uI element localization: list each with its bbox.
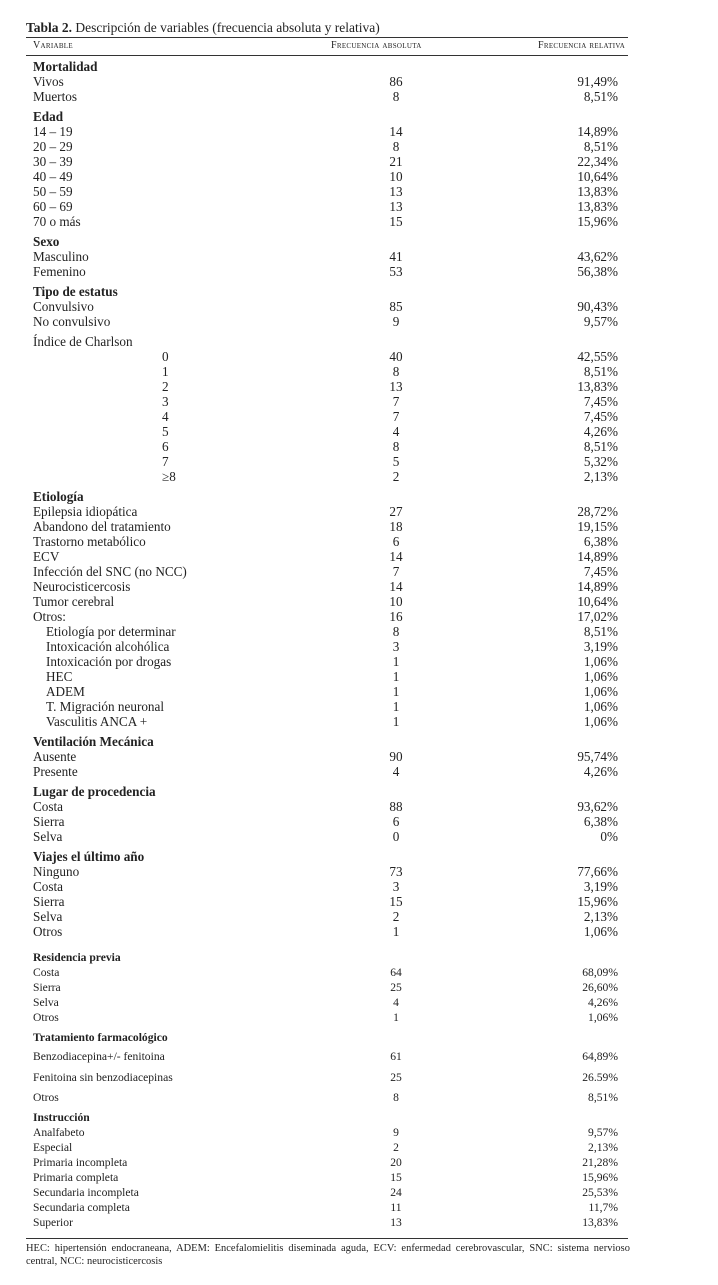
row-label: No convulsivo <box>33 314 111 329</box>
row-frecuencia-relativa: 15,96% <box>582 1171 618 1184</box>
row-frecuencia-relativa: 8,51% <box>583 364 618 379</box>
row-frecuencia-absoluta: 7 <box>392 394 400 409</box>
row-frecuencia-relativa: 13,83% <box>577 184 618 199</box>
row-label: Primaria incompleta <box>33 1156 128 1169</box>
table-caption-label: Tabla 2. <box>26 20 73 35</box>
row-frecuencia-relativa: 5,32% <box>583 454 618 469</box>
table-caption-text: Descripción de variables (frecuencia absoluta y relativa) <box>72 20 380 35</box>
row-frecuencia-absoluta: 9 <box>392 314 400 329</box>
section-title: Ventilación Mecánica <box>33 734 154 749</box>
row-frecuencia-relativa: 17,02% <box>577 609 618 624</box>
row-frecuencia-relativa: 4,26% <box>583 424 618 439</box>
row-label: 60 – 69 <box>33 199 73 214</box>
row-label: Infección del SNC (no NCC) <box>33 564 187 579</box>
row-frecuencia-relativa: 93,62% <box>577 799 618 814</box>
row-frecuencia-absoluta: 8 <box>392 89 400 104</box>
section-title: Mortalidad <box>33 59 98 74</box>
row-frecuencia-relativa: 6,38% <box>583 814 618 829</box>
row-label: Costa <box>33 879 64 894</box>
row-frecuencia-absoluta: 9 <box>393 1126 399 1139</box>
row-label: 0 <box>162 349 169 364</box>
row-label: Abandono del tratamiento <box>33 519 171 534</box>
row-frecuencia-absoluta: 13 <box>390 1216 402 1229</box>
row-frecuencia-absoluta: 7 <box>392 409 400 424</box>
row-frecuencia-absoluta: 5 <box>392 454 400 469</box>
row-frecuencia-relativa: 91,49% <box>577 74 618 89</box>
row-frecuencia-relativa: 8,51% <box>583 624 618 639</box>
row-frecuencia-absoluta: 25 <box>390 981 402 994</box>
row-frecuencia-absoluta: 1 <box>392 669 400 684</box>
row-frecuencia-absoluta: 1 <box>392 714 400 729</box>
row-label: T. Migración neuronal <box>46 699 165 714</box>
row-label: Otros <box>33 1091 59 1104</box>
row-label: 50 – 59 <box>33 184 73 199</box>
section-title: Tratamiento farmacológico <box>33 1031 168 1044</box>
row-frecuencia-relativa: 8,51% <box>583 139 618 154</box>
row-label: Selva <box>33 909 63 924</box>
row-frecuencia-absoluta: 85 <box>389 299 403 314</box>
row-label: Sierra <box>33 814 65 829</box>
row-frecuencia-relativa: 10,64% <box>577 594 618 609</box>
row-frecuencia-relativa: 15,96% <box>577 214 618 229</box>
row-frecuencia-absoluta: 6 <box>392 814 400 829</box>
row-frecuencia-relativa: 7,45% <box>583 409 618 424</box>
row-frecuencia-absoluta: 8 <box>393 1091 399 1104</box>
row-label: Vivos <box>33 74 64 89</box>
section-title: Sexo <box>33 234 60 249</box>
row-frecuencia-relativa: 6,38% <box>583 534 618 549</box>
row-label: 1 <box>162 364 169 379</box>
row-frecuencia-absoluta: 40 <box>389 349 403 364</box>
row-label: Tumor cerebral <box>33 594 115 609</box>
row-frecuencia-relativa: 1,06% <box>588 1011 618 1024</box>
row-label: 14 – 19 <box>33 124 73 139</box>
row-frecuencia-relativa: 4,26% <box>588 996 618 1009</box>
row-label: Secundaria completa <box>33 1201 130 1214</box>
row-label: Especial <box>33 1141 73 1154</box>
row-label: Selva <box>33 829 63 844</box>
row-frecuencia-absoluta: 8 <box>392 624 400 639</box>
row-label: Costa <box>33 966 60 979</box>
row-label: Intoxicación por drogas <box>46 654 172 669</box>
row-label: 3 <box>162 394 169 409</box>
row-label: Selva <box>33 996 59 1009</box>
row-label: ≥8 <box>162 469 176 484</box>
row-frecuencia-relativa: 1,06% <box>583 669 618 684</box>
row-frecuencia-absoluta: 41 <box>389 249 403 264</box>
row-frecuencia-relativa: 11,7% <box>588 1201 618 1214</box>
row-frecuencia-relativa: 9,57% <box>588 1126 618 1139</box>
row-frecuencia-relativa: 3,19% <box>583 639 618 654</box>
row-frecuencia-relativa: 1,06% <box>583 654 618 669</box>
row-label: Secundaria incompleta <box>33 1186 139 1199</box>
row-frecuencia-relativa: 14,89% <box>577 124 618 139</box>
row-frecuencia-relativa: 42,55% <box>577 349 618 364</box>
row-frecuencia-relativa: 1,06% <box>583 684 618 699</box>
row-frecuencia-absoluta: 1 <box>393 1011 399 1024</box>
row-frecuencia-relativa: 4,26% <box>583 764 618 779</box>
row-frecuencia-relativa: 8,51% <box>588 1091 618 1104</box>
table-footnote: HEC: hipertensión endocraneana, ADEM: Encefalomielitis diseminada aguda, ECV: enfermedad cerebrovascular, SNC: sistema nervioso central, NCC: neurocisticercosis <box>26 1243 630 1267</box>
row-frecuencia-relativa: 95,74% <box>577 749 618 764</box>
row-label: Otros <box>33 924 63 939</box>
row-label: Otros <box>33 1011 59 1024</box>
row-frecuencia-absoluta: 2 <box>392 909 400 924</box>
row-label: ECV <box>33 549 60 564</box>
row-label: Sierra <box>33 894 65 909</box>
row-frecuencia-absoluta: 4 <box>392 764 400 779</box>
row-frecuencia-absoluta: 25 <box>390 1070 402 1084</box>
row-label: 2 <box>162 379 169 394</box>
row-frecuencia-absoluta: 13 <box>389 199 403 214</box>
row-frecuencia-relativa: 0% <box>600 829 618 844</box>
row-frecuencia-relativa: 90,43% <box>577 299 618 314</box>
row-frecuencia-absoluta: 0 <box>392 829 400 844</box>
row-frecuencia-absoluta: 14 <box>389 124 403 139</box>
row-label: Presente <box>33 764 78 779</box>
row-frecuencia-absoluta: 11 <box>390 1201 402 1214</box>
row-frecuencia-relativa: 2,13% <box>588 1141 618 1154</box>
row-label: 70 o más <box>33 214 81 229</box>
row-label: 4 <box>162 409 169 424</box>
row-frecuencia-absoluta: 16 <box>389 609 403 624</box>
row-label: Femenino <box>33 264 86 279</box>
bottom-rule <box>26 1238 628 1239</box>
row-frecuencia-absoluta: 20 <box>390 1156 402 1169</box>
row-frecuencia-absoluta: 53 <box>389 264 403 279</box>
row-frecuencia-relativa: 13,83% <box>582 1216 618 1229</box>
row-frecuencia-relativa: 8,51% <box>583 439 618 454</box>
row-frecuencia-relativa: 1,06% <box>583 924 618 939</box>
row-label: 6 <box>162 439 169 454</box>
row-frecuencia-relativa: 13,83% <box>577 199 618 214</box>
row-frecuencia-relativa: 1,06% <box>583 699 618 714</box>
row-frecuencia-relativa: 28,72% <box>577 504 618 519</box>
section-title: Etiología <box>33 489 84 504</box>
row-frecuencia-absoluta: 21 <box>389 154 403 169</box>
row-frecuencia-absoluta: 8 <box>392 364 400 379</box>
row-label: Epilepsia idiopática <box>33 504 138 519</box>
row-frecuencia-absoluta: 15 <box>389 894 403 909</box>
row-label: Vasculitis ANCA + <box>46 714 148 729</box>
row-frecuencia-relativa: 68,09% <box>582 966 618 979</box>
row-frecuencia-absoluta: 64 <box>390 966 402 979</box>
row-label: Neurocisticercosis <box>33 579 131 594</box>
row-label: Ninguno <box>33 864 80 879</box>
row-frecuencia-absoluta: 2 <box>392 469 400 484</box>
row-frecuencia-absoluta: 61 <box>390 1050 402 1063</box>
header-frecuencia-relativa: Frecuencia relativa <box>538 40 626 51</box>
row-frecuencia-absoluta: 18 <box>389 519 403 534</box>
row-frecuencia-absoluta: 14 <box>389 579 403 594</box>
row-frecuencia-relativa: 14,89% <box>577 549 618 564</box>
row-label: Primaria completa <box>33 1171 119 1184</box>
row-label: 40 – 49 <box>33 169 73 184</box>
row-frecuencia-relativa: 9,57% <box>583 314 618 329</box>
row-frecuencia-relativa: 8,51% <box>583 89 618 104</box>
row-frecuencia-relativa: 7,45% <box>583 394 618 409</box>
section-title: Edad <box>33 109 64 124</box>
row-label: Muertos <box>33 89 77 104</box>
row-frecuencia-absoluta: 86 <box>389 74 403 89</box>
row-label: 5 <box>162 424 169 439</box>
row-label: Etiología por determinar <box>46 624 176 639</box>
row-frecuencia-absoluta: 4 <box>392 424 400 439</box>
section-title: Índice de Charlson <box>33 334 133 349</box>
row-frecuencia-relativa: 1,06% <box>583 714 618 729</box>
row-frecuencia-absoluta: 2 <box>393 1141 399 1154</box>
row-frecuencia-relativa: 2,13% <box>583 909 618 924</box>
row-frecuencia-absoluta: 1 <box>392 699 400 714</box>
row-frecuencia-absoluta: 8 <box>392 439 400 454</box>
row-frecuencia-relativa: 56,38% <box>577 264 618 279</box>
row-frecuencia-relativa: 64,89% <box>582 1050 618 1063</box>
row-frecuencia-absoluta: 14 <box>389 549 403 564</box>
row-frecuencia-relativa: 26.59% <box>582 1070 618 1084</box>
row-label: Otros: <box>33 609 66 624</box>
section-title: Residencia previa <box>33 951 121 964</box>
row-frecuencia-relativa: 7,45% <box>583 564 618 579</box>
row-label: Fenitoina sin benzodiacepinas <box>33 1070 173 1084</box>
row-frecuencia-relativa: 10,64% <box>577 169 618 184</box>
row-frecuencia-absoluta: 27 <box>389 504 403 519</box>
row-frecuencia-absoluta: 15 <box>389 214 403 229</box>
row-label: Ausente <box>33 749 77 764</box>
row-frecuencia-absoluta: 15 <box>390 1171 402 1184</box>
row-label: 30 – 39 <box>33 154 73 169</box>
row-label: Sierra <box>33 981 61 994</box>
section-title: Tipo de estatus <box>33 284 118 299</box>
row-frecuencia-absoluta: 24 <box>390 1186 402 1199</box>
row-frecuencia-relativa: 77,66% <box>577 864 618 879</box>
row-frecuencia-relativa: 3,19% <box>583 879 618 894</box>
row-label: 20 – 29 <box>33 139 73 154</box>
row-frecuencia-relativa: 26,60% <box>582 981 618 994</box>
row-frecuencia-relativa: 25,53% <box>582 1186 618 1199</box>
row-label: Trastorno metabólico <box>33 534 146 549</box>
row-frecuencia-absoluta: 1 <box>392 684 400 699</box>
section-title: Instrucción <box>33 1111 90 1124</box>
row-frecuencia-absoluta: 1 <box>392 654 400 669</box>
row-frecuencia-relativa: 2,13% <box>583 469 618 484</box>
header-frecuencia-absoluta: Frecuencia absoluta <box>331 40 422 51</box>
row-frecuencia-relativa: 22,34% <box>577 154 618 169</box>
row-label: Benzodiacepina+/- fenitoina <box>33 1050 165 1063</box>
row-frecuencia-absoluta: 3 <box>392 879 400 894</box>
row-frecuencia-absoluta: 88 <box>389 799 403 814</box>
row-label: Costa <box>33 799 64 814</box>
row-label: Convulsivo <box>33 299 94 314</box>
row-label: Masculino <box>33 249 89 264</box>
row-frecuencia-absoluta: 73 <box>389 864 403 879</box>
row-label: Superior <box>33 1216 73 1229</box>
row-label: ADEM <box>46 684 85 699</box>
row-frecuencia-relativa: 19,15% <box>577 519 618 534</box>
row-frecuencia-absoluta: 4 <box>393 996 399 1009</box>
row-frecuencia-absoluta: 7 <box>392 564 400 579</box>
row-frecuencia-absoluta: 6 <box>392 534 400 549</box>
row-label: Analfabeto <box>33 1126 85 1139</box>
row-frecuencia-relativa: 13,83% <box>577 379 618 394</box>
row-frecuencia-absoluta: 8 <box>392 139 400 154</box>
row-frecuencia-relativa: 15,96% <box>577 894 618 909</box>
row-frecuencia-absoluta: 13 <box>389 184 403 199</box>
row-frecuencia-absoluta: 10 <box>389 169 403 184</box>
row-frecuencia-absoluta: 1 <box>392 924 400 939</box>
section-title: Viajes el último año <box>33 849 145 864</box>
row-frecuencia-relativa: 14,89% <box>577 579 618 594</box>
row-frecuencia-relativa: 21,28% <box>582 1156 618 1169</box>
row-frecuencia-absoluta: 3 <box>392 639 400 654</box>
section-title: Lugar de procedencia <box>33 784 156 799</box>
row-label: HEC <box>46 669 73 684</box>
row-frecuencia-absoluta: 13 <box>389 379 403 394</box>
row-frecuencia-absoluta: 10 <box>389 594 403 609</box>
row-label: Intoxicación alcohólica <box>46 639 170 654</box>
row-label: 7 <box>162 454 169 469</box>
row-frecuencia-relativa: 43,62% <box>577 249 618 264</box>
row-frecuencia-absoluta: 90 <box>389 749 403 764</box>
header-variable: Variable <box>33 40 73 51</box>
